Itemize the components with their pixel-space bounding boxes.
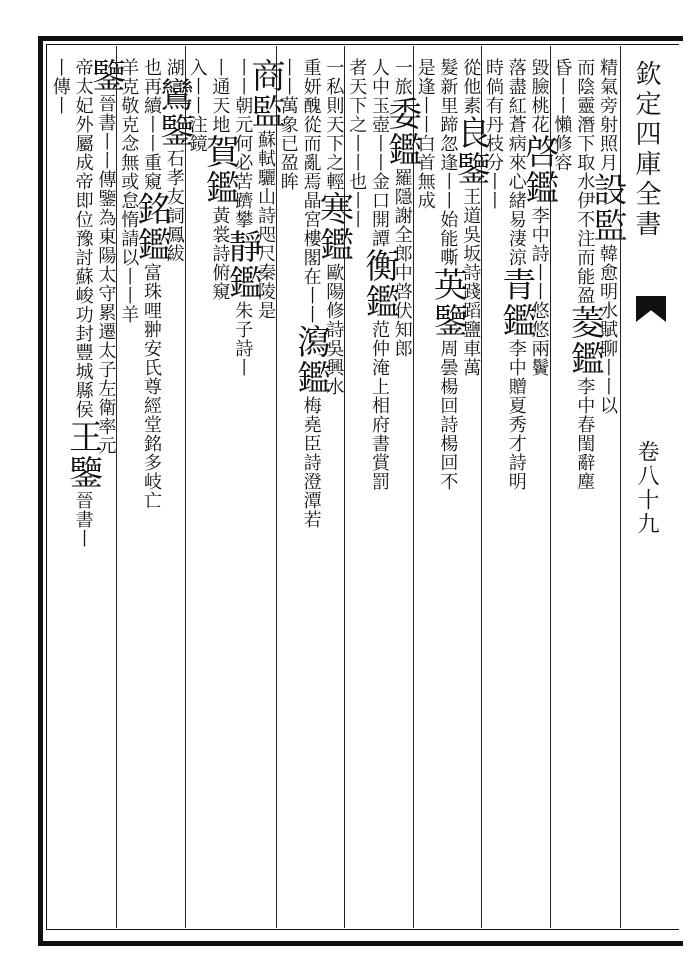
text-column bbox=[450, 58, 491, 926]
entry-text: 里蹄忽逢丨丨始能嘶 bbox=[437, 96, 459, 267]
entry-text: 黃裳詩俯窺 bbox=[209, 206, 231, 301]
entry-text: 者天下之丨丨也丨丨 bbox=[346, 58, 368, 229]
text-column bbox=[48, 58, 71, 926]
entry-text: 丨丨萬象已盈眸 bbox=[277, 58, 299, 191]
entry-text: 從他素 bbox=[460, 58, 482, 115]
text-column bbox=[290, 58, 331, 926]
entry-text: 再續丨丨重窺 bbox=[140, 77, 162, 191]
entry-heading: 啓鑑 bbox=[518, 134, 559, 206]
text-column bbox=[130, 58, 171, 926]
text-column bbox=[153, 58, 194, 926]
text-column bbox=[564, 58, 605, 926]
entry-text: 髮新 bbox=[437, 58, 459, 96]
entry-text: 晉書丨丨傳鑒為東陽太守累遷太子左衛率元 bbox=[95, 94, 117, 455]
entry-heading: 王鑒 bbox=[62, 419, 103, 491]
entry-heading: 設監 bbox=[586, 172, 627, 244]
entry-text: 落盡紅 bbox=[505, 58, 527, 115]
entry-heading: 青鑑 bbox=[495, 267, 536, 339]
entry-heading: 銘鑑 bbox=[130, 191, 171, 263]
entry-heading: 委鑑 bbox=[381, 96, 422, 168]
text-column bbox=[62, 58, 103, 926]
entry-heading: 商監 bbox=[244, 58, 285, 130]
entry-text: 歐陽修詩吳興水 bbox=[323, 263, 345, 396]
text-column bbox=[358, 58, 399, 926]
text-column bbox=[481, 58, 504, 926]
entry-text: 羅隱謝全郎中啓伏知郎 bbox=[391, 168, 413, 358]
text-column bbox=[413, 58, 436, 926]
entry-text: 入丨丨注鏡 bbox=[186, 58, 208, 153]
entry-text: 而陰靈潛下 bbox=[574, 58, 596, 153]
entry-text: 丨丨朝元何必苦躋攀 bbox=[232, 58, 254, 229]
entry-text: 毀臉桃花 bbox=[528, 58, 550, 134]
entry-text: 羊克敬克念無或怠惰請以丨丨羊 bbox=[118, 58, 140, 324]
entry-text: 中玉壺丨丨金口開譚 bbox=[368, 77, 390, 248]
entry-text: 石孝友詞鳳紱 bbox=[163, 149, 185, 263]
entry-text: 也 bbox=[140, 58, 162, 77]
text-column bbox=[495, 58, 536, 926]
entry-heading: 瀉鑑 bbox=[290, 324, 331, 396]
entry-text: 朱子詩丨 bbox=[232, 301, 254, 377]
entry-text: 一旅 bbox=[391, 58, 413, 96]
entry-text: 李中贈夏秀才詩明 bbox=[505, 339, 527, 491]
text-column bbox=[586, 58, 627, 926]
entry-heading: 寒鑑 bbox=[313, 191, 354, 263]
entry-text: 蒼病來心緒易淒涼 bbox=[505, 115, 527, 267]
entry-text: 李中詩丨丨悠悠兩鬢 bbox=[528, 206, 550, 377]
text-column bbox=[518, 58, 559, 926]
entry-heading: 良鑒 bbox=[450, 115, 491, 187]
entry-text: 時倘有丹枝分丨丨 bbox=[482, 58, 504, 210]
text-column bbox=[244, 58, 285, 926]
text-column bbox=[427, 58, 468, 926]
text-column bbox=[381, 58, 422, 926]
entry-heading: 英鑒 bbox=[427, 267, 468, 339]
text-column bbox=[185, 58, 208, 926]
entry-text: 精氣旁射照月 bbox=[596, 58, 618, 172]
entry-text: 蘇軾驪山詩咫尺秦陵是 bbox=[254, 130, 276, 320]
entry-heading: 菱鑑 bbox=[564, 305, 605, 377]
entry-text: 梅堯臣詩澄潭若 bbox=[300, 396, 322, 529]
text-column bbox=[344, 58, 367, 926]
entry-text: 一私則天下之輕 bbox=[323, 58, 345, 191]
entry-heading: 鑒 bbox=[85, 58, 126, 94]
entry-text: 王道吳坂詩踐蹈鹽車萬 bbox=[460, 187, 482, 377]
volume-label: 卷八十九 bbox=[634, 440, 659, 536]
entry-text: 丨通天地 bbox=[209, 58, 231, 134]
entry-text: 富珠哩翀安氏尊經堂銘多岐亡 bbox=[140, 263, 162, 510]
entry-text: 晶宮樓閣在丨丨 bbox=[300, 191, 322, 324]
entry-text: 人 bbox=[368, 58, 390, 77]
entry-text: 李中春閨辭塵 bbox=[574, 377, 596, 491]
entry-heading: 衡鑑 bbox=[358, 248, 399, 320]
entry-text: 周曇楊回詩楊回不 bbox=[437, 339, 459, 491]
entry-text: 韓愈明水賦聊丨丨以 bbox=[596, 244, 618, 415]
text-column bbox=[85, 58, 126, 926]
text-column bbox=[199, 58, 240, 926]
entry-text: 是逢丨丨白首無成 bbox=[414, 58, 436, 210]
text-column bbox=[116, 58, 139, 926]
entry-text: 丨傳丨 bbox=[49, 58, 71, 115]
entry-text: 范仲淹上相府書賞罰 bbox=[368, 320, 390, 491]
entry-text: 昏丨丨懶修容 bbox=[551, 58, 573, 172]
entry-heading: 賀鑑 bbox=[199, 134, 240, 206]
entry-text: 重妍醜從而亂焉 bbox=[300, 58, 322, 191]
entry-text: 湖 bbox=[163, 58, 185, 77]
entry-text: 晉書丨 bbox=[72, 491, 94, 548]
entry-text: 取水伊不注而能盈 bbox=[574, 153, 596, 305]
entry-text: 帝太妃外屬成帝即位豫討蘇峻功封豐城縣侯 bbox=[72, 58, 94, 419]
text-column bbox=[276, 58, 299, 926]
book-title: 欽定四庫全書 bbox=[631, 60, 661, 240]
entry-heading: 鸞鑒 bbox=[153, 77, 194, 149]
entry-heading: 靜鑑 bbox=[222, 229, 263, 301]
text-column bbox=[313, 58, 354, 926]
